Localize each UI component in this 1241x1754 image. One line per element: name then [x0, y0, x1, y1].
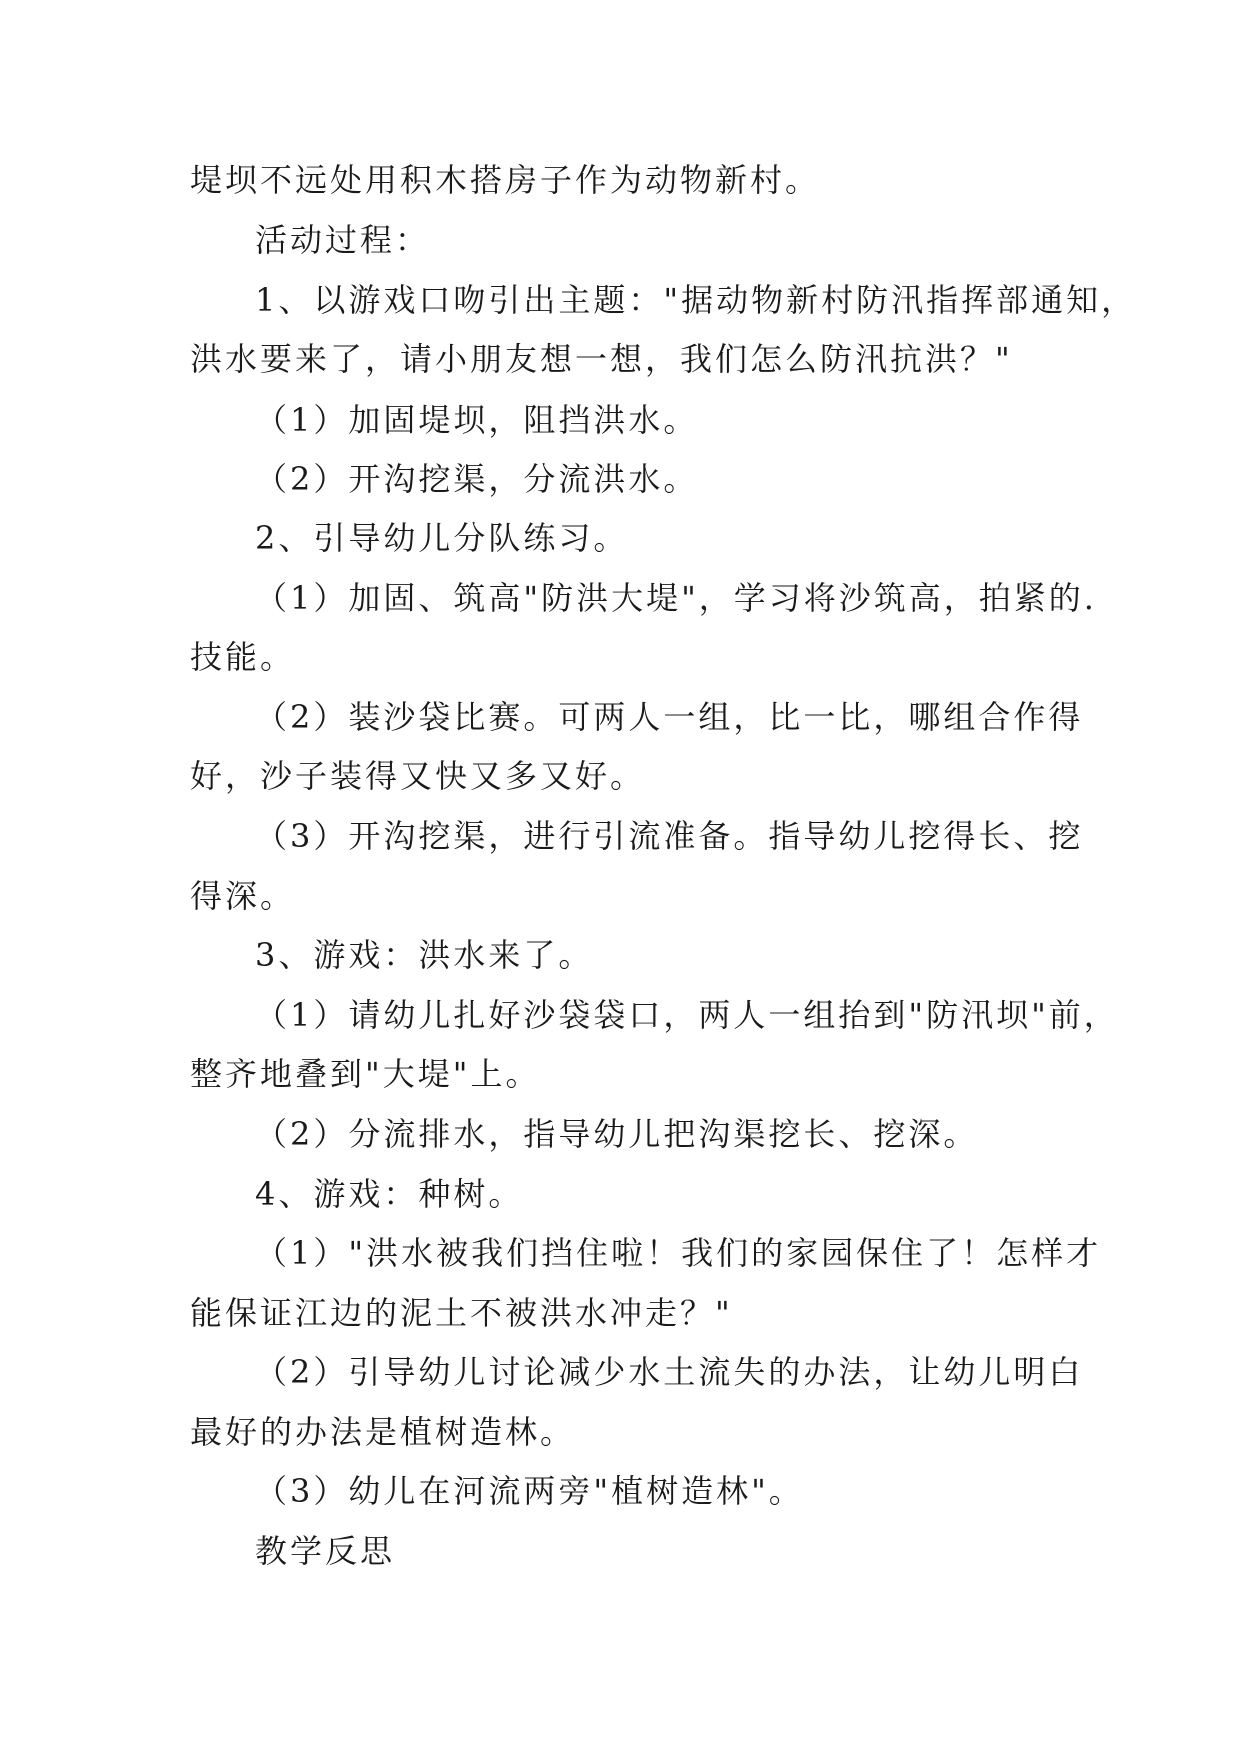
- text-line: （3）幼儿在河流两旁"植树造林"。: [255, 1472, 804, 1510]
- text-line: 3、游戏：洪水来了。: [255, 936, 594, 974]
- text-line: 得深。: [190, 877, 296, 915]
- text-line: 2、引导幼儿分队练习。: [255, 519, 629, 557]
- section-heading: 活动过程：: [255, 221, 431, 259]
- text-line: 技能。: [190, 638, 296, 676]
- section-heading: 教学反思: [255, 1532, 396, 1570]
- text-line: 能保证江边的泥土不被洪水冲走？": [190, 1294, 733, 1332]
- text-line: 最好的办法是植树造林。: [190, 1413, 576, 1451]
- text-line: 整齐地叠到"大堤"上。: [190, 1055, 541, 1093]
- text-line: （2）分流排水，指导幼儿把沟渠挖长、挖深。: [255, 1115, 979, 1153]
- text-line: （2）装沙袋比赛。可两人一组，比一比，哪组合作得: [255, 698, 1084, 736]
- text-line: （2）引导幼儿讨论减少水土流失的办法，让幼儿明白: [255, 1353, 1084, 1391]
- text-line: （3）开沟挖渠，进行引流准备。指导幼儿挖得长、挖: [255, 817, 1084, 855]
- text-line: （1）加固堤坝，阻挡洪水。: [255, 401, 699, 439]
- text-line: 4、游戏：种树。: [255, 1175, 524, 1213]
- text-line: 好，沙子装得又快又多又好。: [190, 757, 646, 795]
- text-line: （1）"洪水被我们挡住啦！我们的家园保住了！怎样才: [255, 1234, 1102, 1272]
- text-line: 洪水要来了，请小朋友想一想，我们怎么防汛抗洪？": [190, 340, 1013, 378]
- text-line: （1）加固、筑高"防洪大堤"，学习将沙筑高，拍紧的.: [255, 579, 1097, 617]
- text-line: 堤坝不远处用积木搭房子作为动物新村。: [190, 161, 821, 199]
- text-line: （2）开沟挖渠，分流洪水。: [255, 460, 699, 498]
- text-line: 1、以游戏口吻引出主题："据动物新村防汛指挥部通知，: [255, 281, 1137, 319]
- text-line: （1）请幼儿扎好沙袋袋口，两人一组抬到"防汛坝"前，: [255, 996, 1119, 1034]
